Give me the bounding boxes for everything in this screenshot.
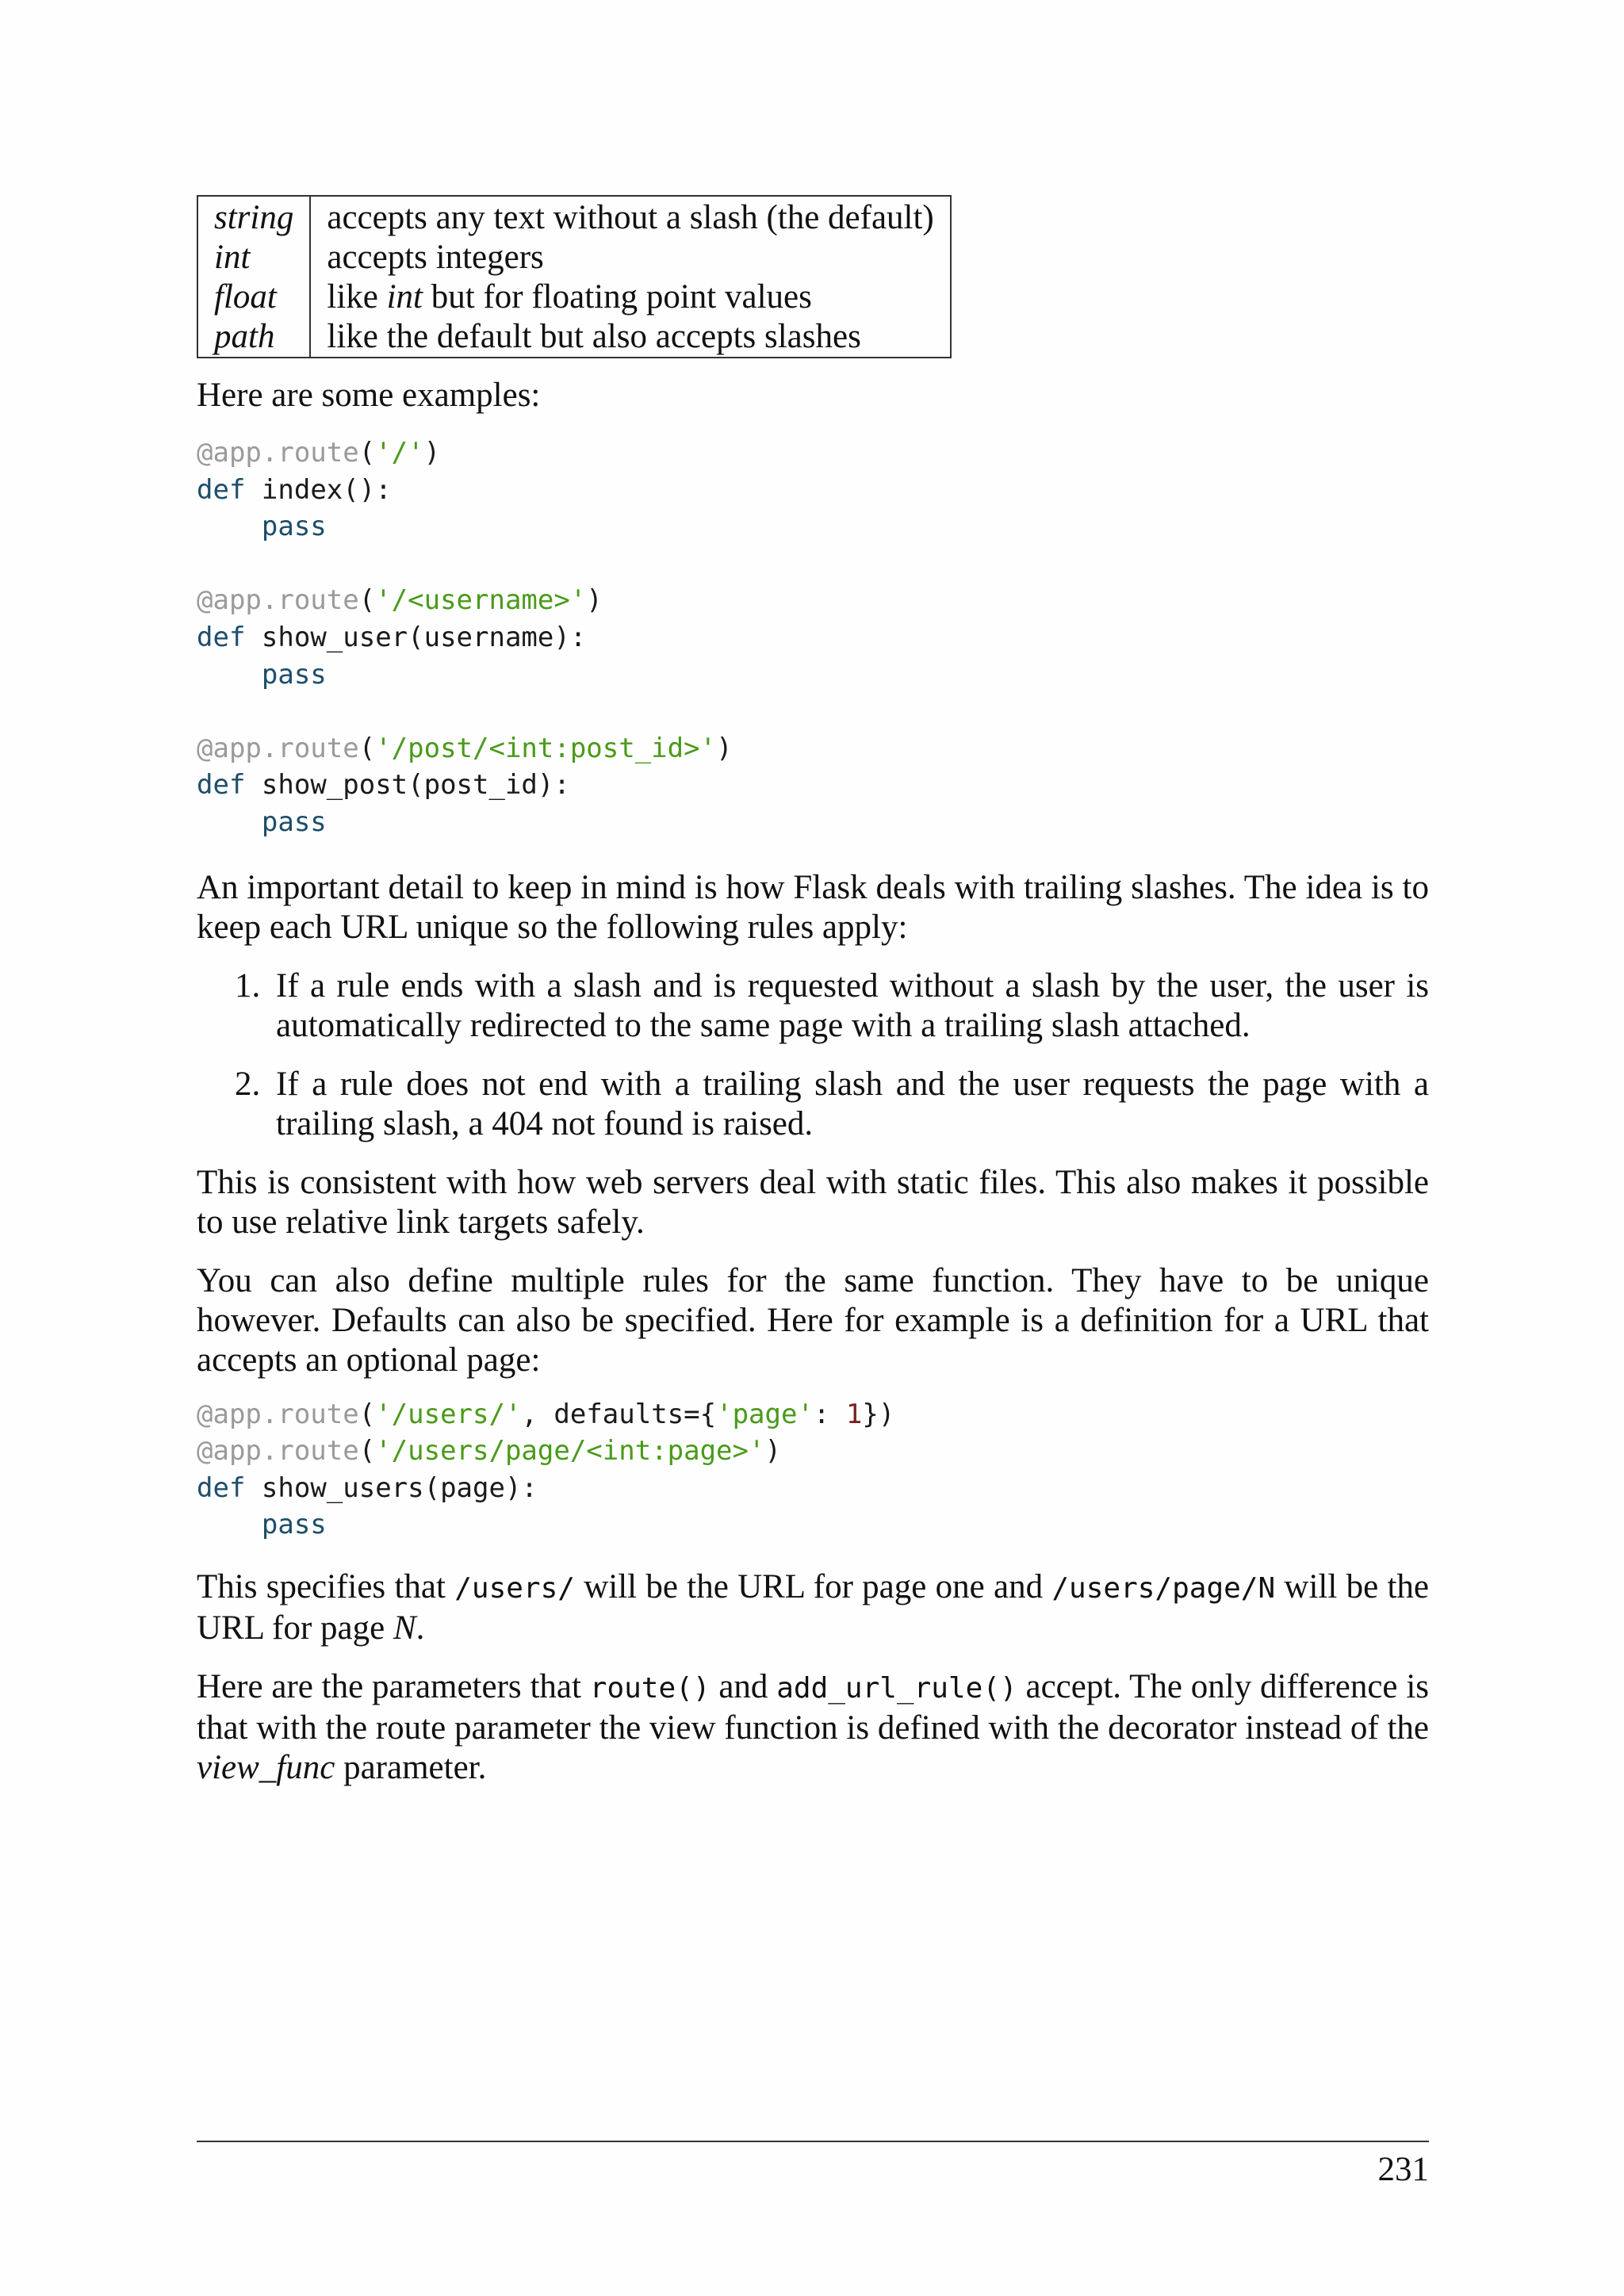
page-content <box>197 195 1429 1788</box>
page-number: 231 <box>1377 2151 1429 2188</box>
list-text: If a rule does not end with a trailing slash and the user requests the page with a trailing slash, a 404 not found is raised. <box>276 1065 1429 1142</box>
table-row <box>197 238 951 277</box>
list-number: 1. <box>235 966 261 1004</box>
inline-code: add_url_rule() <box>776 1671 1017 1705</box>
converter-desc: like the default but also accepts slashes <box>327 318 861 355</box>
converter-name: int <box>197 238 310 277</box>
list-item <box>197 1065 1429 1144</box>
converter-name: path <box>197 317 310 358</box>
consistent-paragraph: This is consistent with how web servers deal with static files. This also makes it possible to use relative link targets safely. <box>197 1163 1429 1241</box>
inline-code: /users/page/N <box>1051 1571 1276 1605</box>
converter-name: float <box>197 277 310 317</box>
converter-desc: accepts any text without a slash (the default) <box>327 199 934 236</box>
trailing-slash-paragraph: An important detail to keep in mind is how Flask deals with trailing slashes. The idea is to keep each URL unique so the following rules apply: <box>197 868 1429 946</box>
converter-desc: like int but for floating point values <box>327 278 812 316</box>
rules-list <box>197 966 1429 1144</box>
table-row <box>197 277 951 317</box>
list-item <box>197 966 1429 1046</box>
converter-desc-em: int <box>386 278 423 316</box>
converter-table <box>197 195 952 358</box>
code-block-defaults: @app.route('/users/', defaults={'page': 1}) @app.route('/users/page/<int:page>') def show_users(page): pass <box>197 1398 895 1541</box>
list-text: If a rule ends with a slash and is requested without a slash by the user, the user is automatically redirected to the same page with a trailing slash attached. <box>276 966 1429 1044</box>
multiple-rules-paragraph: You can also define multiple rules for the same function. They have to be unique however. Defaults can also be specified. Here for example is a definition for a URL that accepts an optional page: <box>197 1261 1429 1379</box>
inline-code: route() <box>589 1671 710 1705</box>
converter-name: string <box>197 196 310 238</box>
parameters-paragraph: Here are the parameters that route() and add_url_rule() accept. The only difference is that with the route parameter the view function is defined with the decorator instead of the view_func parameter. <box>197 1667 1429 1786</box>
list-number: 2. <box>235 1065 261 1103</box>
table-row <box>197 317 951 358</box>
footer-rule <box>197 2141 1429 2142</box>
table-row <box>197 196 951 238</box>
examples-intro: Here are some examples: <box>197 377 541 414</box>
inline-code: /users/ <box>454 1571 575 1605</box>
converter-desc: accepts integers <box>327 239 544 276</box>
code-block-routes: @app.route('/') def index(): pass @app.route('/<username>') def show_user(username): pass @app.route('/post/<int:post_id>') def show_post(post_id): pass <box>197 437 733 838</box>
specifies-paragraph: This specifies that /users/ will be the URL for page one and /users/page/N will be the URL for page N. <box>197 1567 1429 1647</box>
